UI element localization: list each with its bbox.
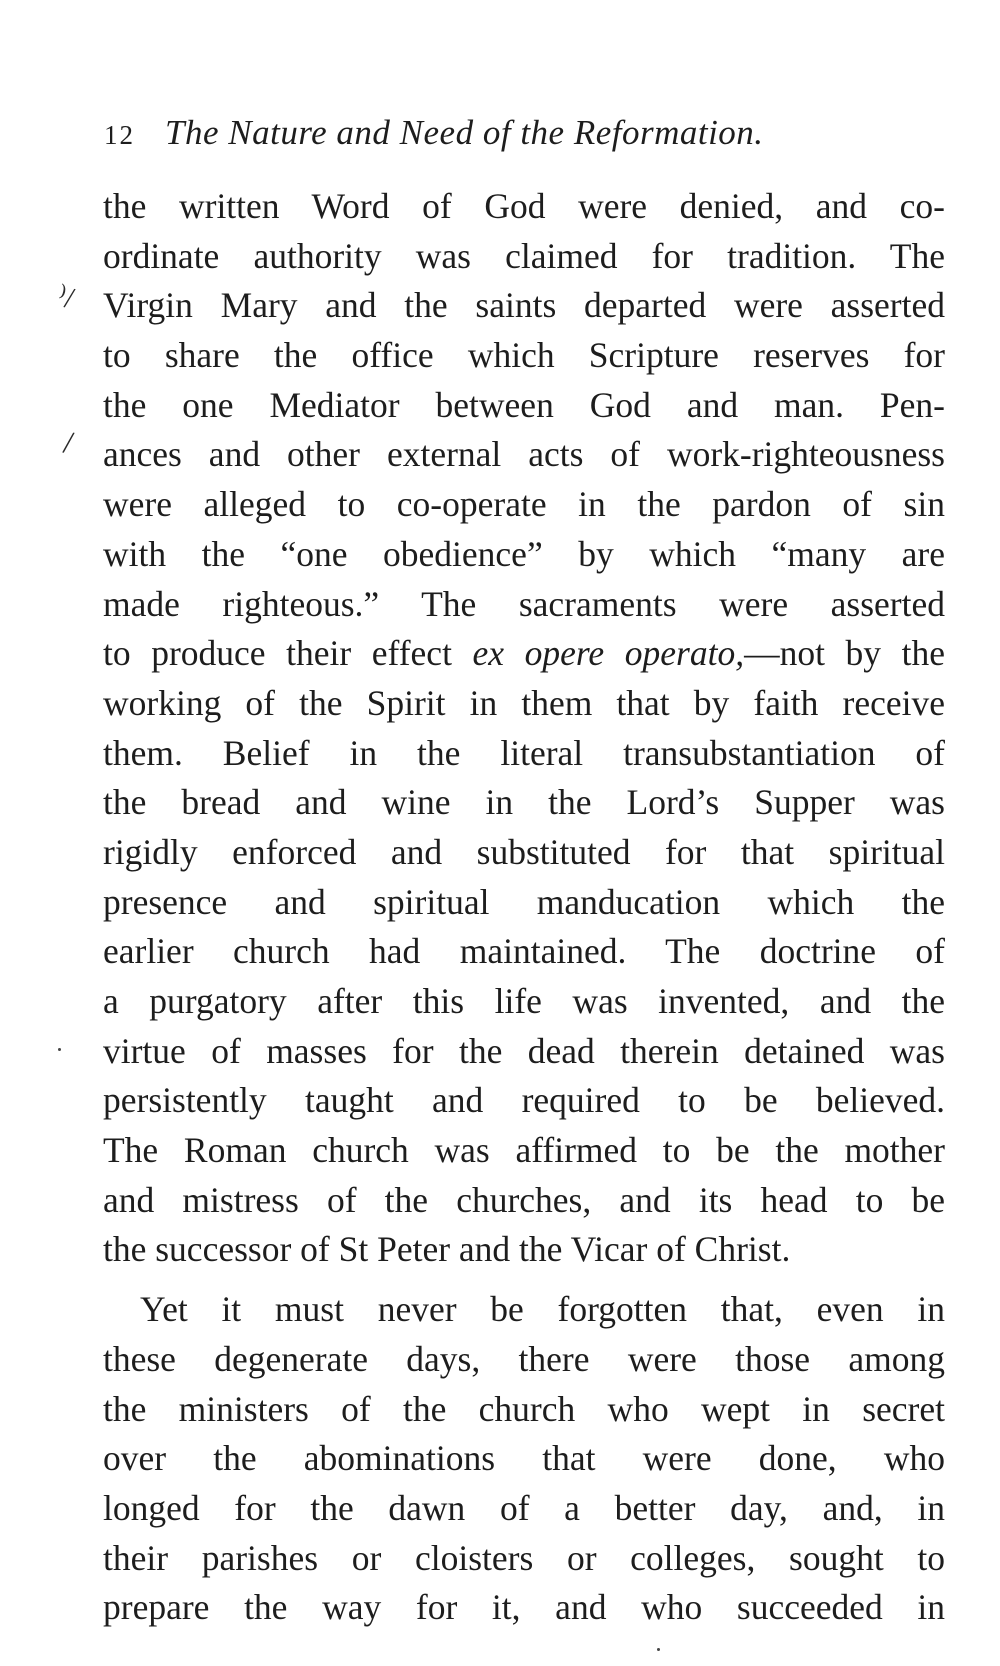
text-line: them. Belief in the literal transubstantiation of <box>103 732 945 773</box>
text-line: working of the Spirit in them that by faith receive <box>103 682 945 723</box>
paragraph-gap <box>103 1275 945 1285</box>
text-line: ances and other external acts of work-righteousness <box>103 434 945 475</box>
paragraph-1 <box>103 182 945 1275</box>
text-line-with-italic <box>103 629 945 679</box>
running-head <box>104 108 944 158</box>
running-title: The Nature and Need of the Reformation. <box>165 113 764 152</box>
text-line: their parishes or cloisters or colleges, sought to <box>103 1537 945 1578</box>
latin-phrase: ex opere operato, <box>472 633 745 674</box>
text-line: longed for the dawn of a better day, and, in <box>103 1487 945 1528</box>
text-line: the bread and wine in the Lord’s Supper was <box>103 782 945 823</box>
margin-annotation-mark: / <box>61 423 77 461</box>
text-line: a purgatory after this life was invented, and the <box>103 981 945 1021</box>
text-line: earlier church had maintained. The doctrine of <box>103 931 945 972</box>
body-text <box>103 182 945 1633</box>
text-line: presence and spiritual manducation which the <box>103 881 945 922</box>
paragraph-2 <box>103 1285 945 1633</box>
text-line: Yet it must never be forgotten that, even in <box>140 1289 945 1330</box>
text-line: the written Word of God were denied, and co- <box>103 186 945 226</box>
text-segment: —not by the <box>744 633 946 674</box>
text-line: the successor of St Peter and the Vicar of Christ. <box>103 1229 791 1270</box>
text-line: the ministers of the church who wept in secret <box>103 1388 945 1429</box>
ink-speck <box>58 1048 61 1051</box>
text-line: ordinate authority was claimed for tradition. The <box>103 235 945 276</box>
ink-speck <box>657 1648 660 1651</box>
text-line: with the “one obedience” by which “many are <box>103 533 945 574</box>
text-line: made righteous.” The sacraments were asserted <box>103 583 945 624</box>
text-line: were alleged to co-operate in the pardon of sin <box>103 484 945 525</box>
text-line: virtue of masses for the dead therein detained was <box>103 1030 945 1071</box>
text-line: these degenerate days, there were those among <box>103 1338 945 1379</box>
text-segment: to produce their effect <box>103 633 452 674</box>
text-line: over the abominations that were done, who <box>103 1438 945 1479</box>
text-line: prepare the way for it, and who succeeded in <box>103 1587 945 1628</box>
text-line: persistently taught and required to be believed. <box>103 1080 945 1121</box>
text-line: rigidly enforced and substituted for that spiritual <box>103 831 945 872</box>
page-number: 12 <box>104 120 135 150</box>
text-line: and mistress of the churches, and its head to be <box>103 1179 945 1220</box>
text-line: The Roman church was affirmed to be the mother <box>103 1130 945 1171</box>
text-line: to share the office which Scripture reserves for <box>103 335 945 376</box>
text-line: the one Mediator between God and man. Pen- <box>103 384 945 425</box>
text-line: Virgin Mary and the saints departed were asserted <box>103 285 945 326</box>
margin-annotation-mark: ⁾/ <box>54 279 77 316</box>
